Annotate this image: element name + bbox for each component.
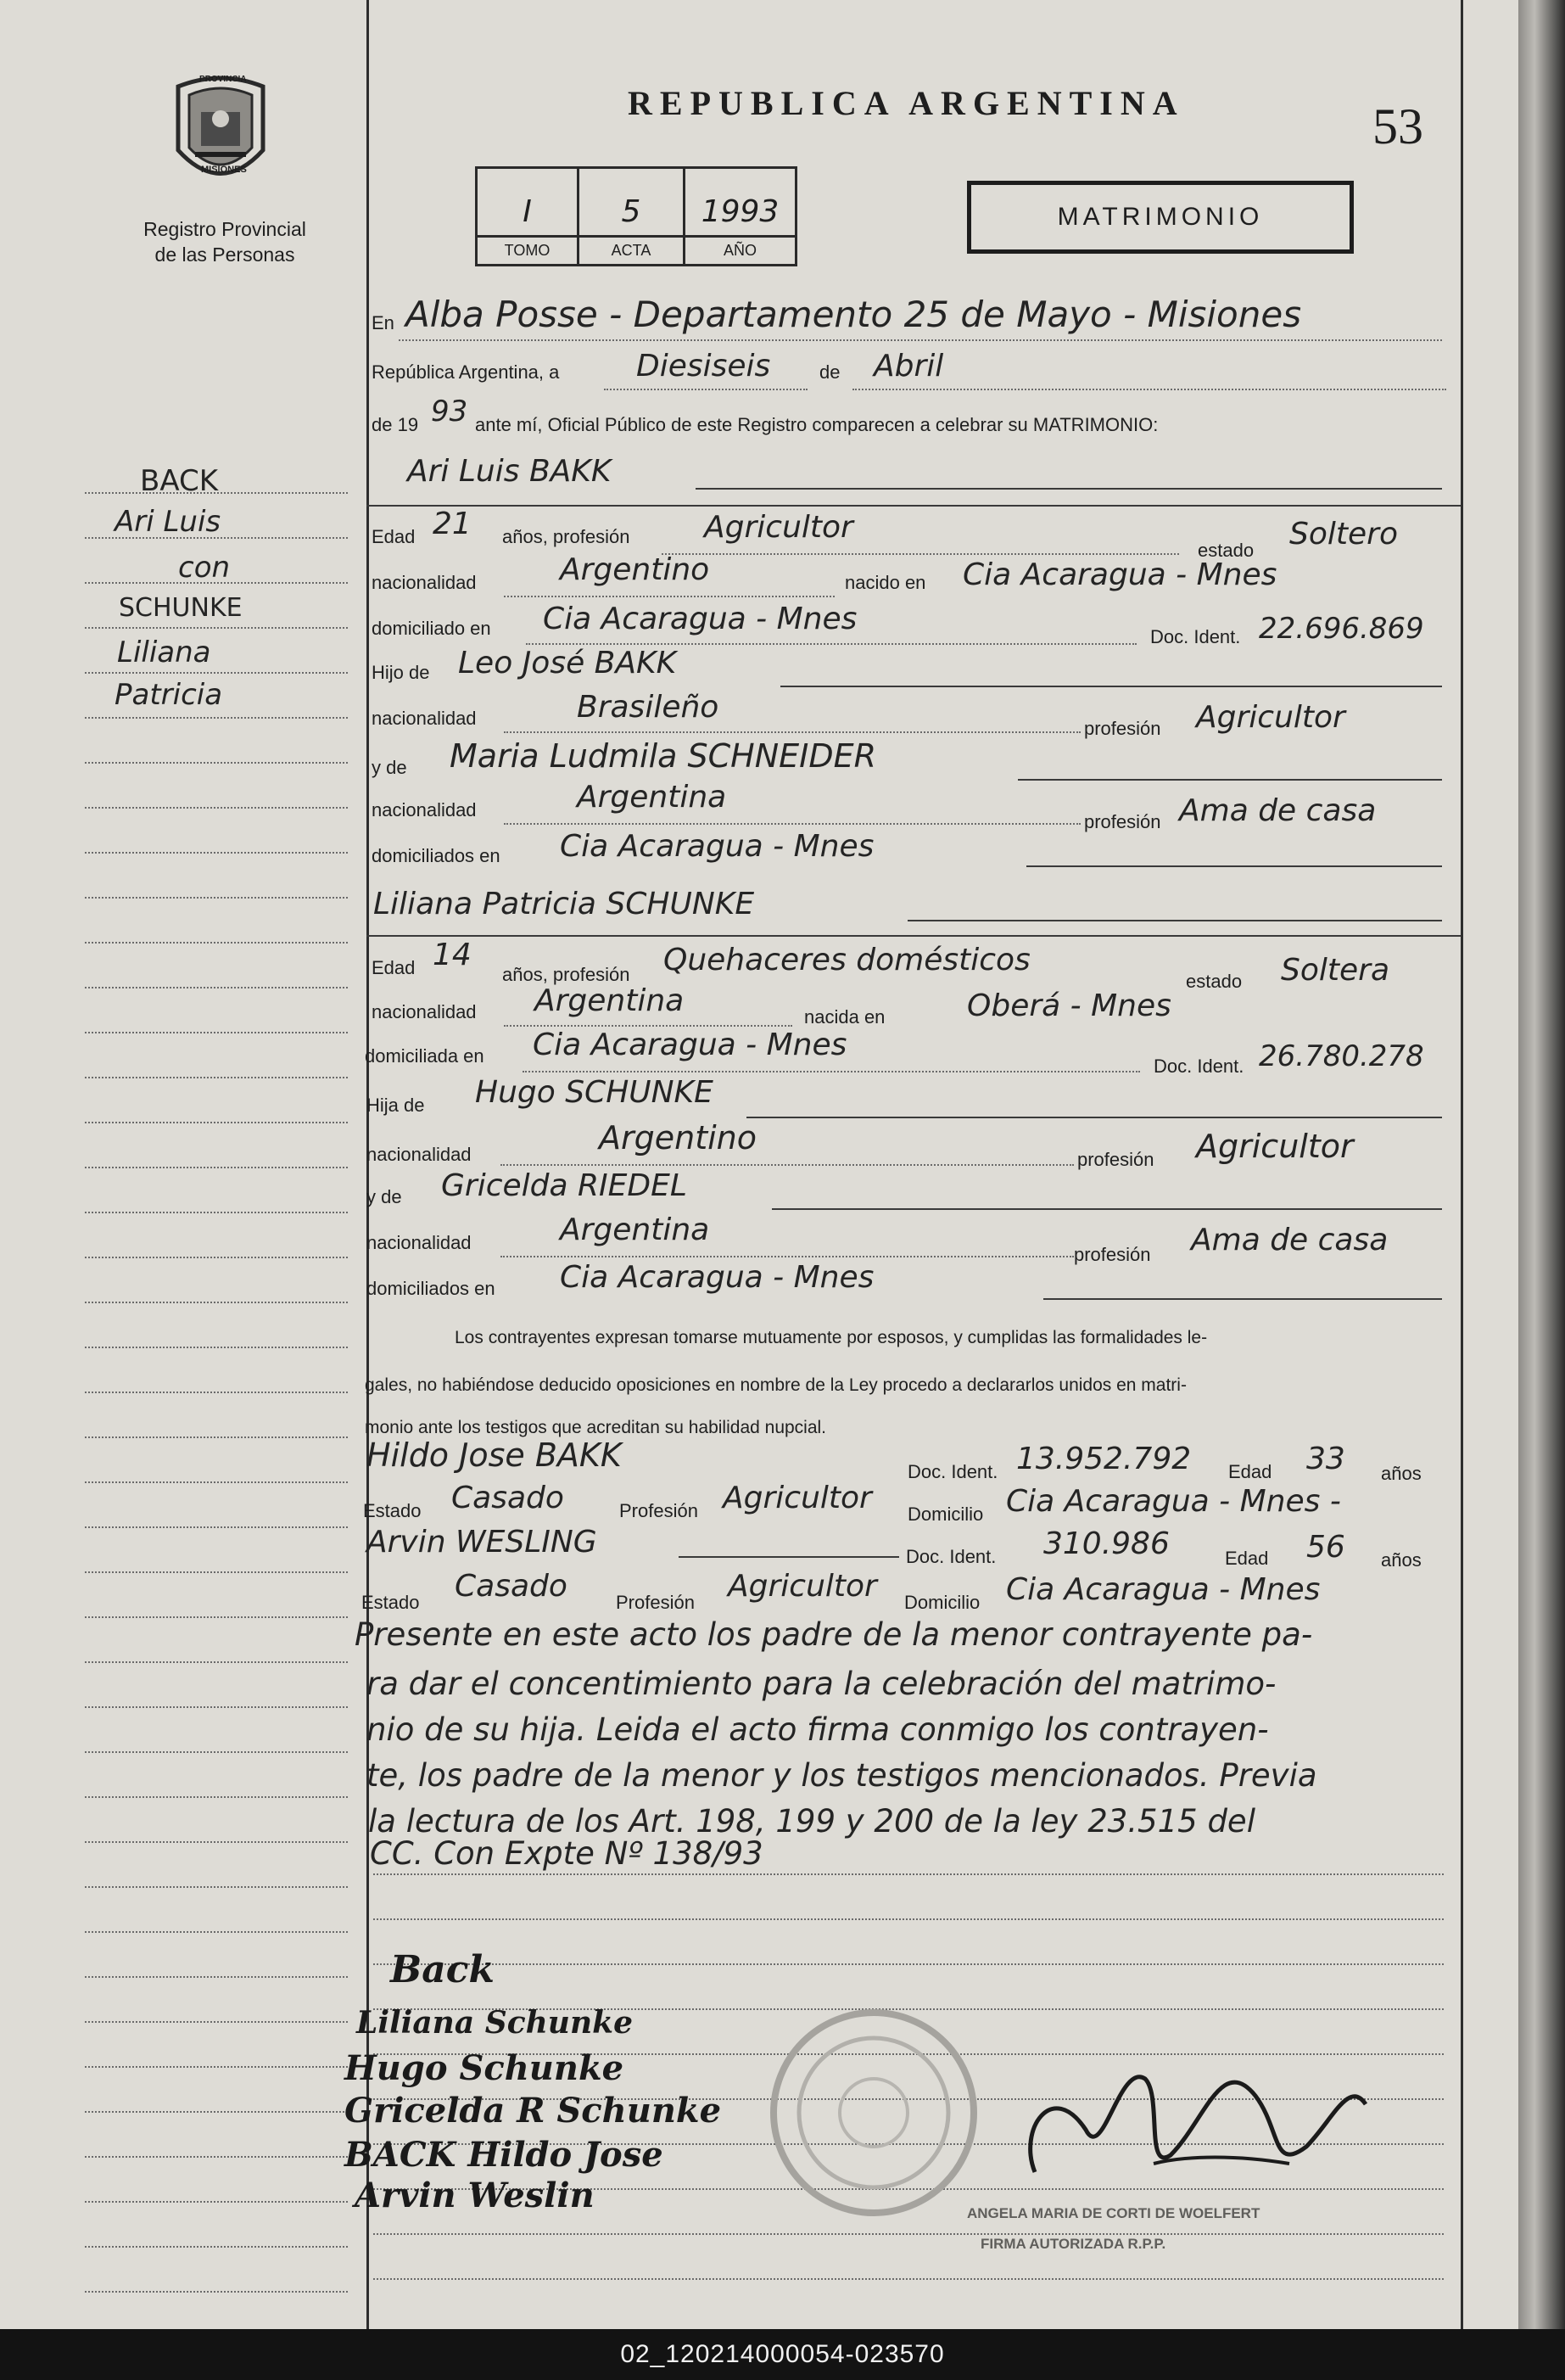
margin-note-line-2: Ari Luis	[115, 505, 221, 539]
signature-5: BACK Hildo Jose	[344, 2135, 663, 2175]
witness2-doc-label: Doc. Ident.	[906, 1546, 997, 1567]
bride-father-nat-line	[500, 1164, 1074, 1166]
officer-stamp-line-2: FIRMA AUTORIZADA R.P.P.	[981, 2236, 1166, 2252]
bride-edad-label: Edad	[372, 957, 416, 978]
divider-2	[366, 935, 1461, 937]
file-id-footer: 02_120214000054-023570	[0, 2329, 1565, 2380]
bride-father: Hugo SCHUNKE	[475, 1075, 713, 1110]
groom-father: Leo José BAKK	[458, 646, 677, 680]
province-seal-icon	[165, 70, 276, 197]
groom-father-profession: Agricultor	[1196, 700, 1345, 735]
margin-ruled-line	[85, 1167, 348, 1168]
officer-stamp-line-1: ANGELA MARIA DE CORTI DE WOELFERT	[967, 2205, 1260, 2221]
witness1-edad-label: Edad	[1228, 1461, 1272, 1482]
margin-note-line-6: Patricia	[115, 678, 223, 712]
groom-parents-dom-line	[1026, 865, 1442, 867]
bride-father-prof-label: profesión	[1077, 1149, 1154, 1170]
bride-nationality: Argentina	[534, 983, 685, 1018]
bride-age: 14	[433, 938, 472, 972]
groom-father-line	[780, 686, 1442, 687]
place-line	[399, 339, 1442, 341]
registry-seal-stamp-icon	[763, 2002, 984, 2223]
seal-top-text: PROVINCIA	[199, 75, 247, 84]
margin-ruled-line	[85, 1526, 348, 1528]
margin-ruled-line	[85, 672, 348, 674]
signature-2: Liliana Schunke	[356, 2005, 633, 2041]
groom-doc: 22.696.869	[1259, 612, 1424, 646]
record-type-box: MATRIMONIO	[967, 181, 1354, 254]
margin-ruled-line	[85, 1571, 348, 1573]
acta-label: ACTA	[579, 235, 683, 264]
witness2-doc: 310.986	[1043, 1526, 1170, 1561]
margin-ruled-line	[85, 807, 348, 809]
bride-yde-label: y de	[366, 1186, 402, 1207]
margin-ruled-line	[85, 1077, 348, 1078]
margin-ruled-line	[85, 717, 348, 719]
bride-father-nac-label: nacionalidad	[366, 1144, 472, 1165]
de-label: de	[819, 361, 841, 383]
bride-doc-label: Doc. Ident.	[1154, 1056, 1244, 1077]
bride-estado: Soltera	[1281, 953, 1390, 988]
margin-ruled-line	[85, 627, 348, 629]
acta-value: 5	[621, 194, 641, 229]
groom-mother-nationality: Argentina	[577, 780, 727, 815]
witness1-profesion-label: Profesión	[619, 1500, 698, 1521]
country-heading: REPUBLICA ARGENTINA	[628, 84, 1185, 122]
bride-name-heading: Liliana Patricia SCHUNKE	[373, 887, 755, 921]
witness1-domicile: Cia Acaragua - Mnes -	[1006, 1484, 1341, 1519]
tomo-label: TOMO	[478, 235, 577, 264]
witness1-doc: 13.952.792	[1016, 1442, 1192, 1476]
month-line	[852, 389, 1446, 390]
witness2-anos-label: años	[1381, 1549, 1422, 1571]
republica-label: República Argentina, a	[372, 361, 560, 383]
day-line	[604, 389, 808, 390]
margin-ruled-line	[85, 1931, 348, 1933]
margin-ruled-line	[85, 2156, 348, 2158]
body-ruled-line	[373, 2278, 1444, 2280]
margin-ruled-line	[85, 2066, 348, 2068]
bride-birthplace: Oberá - Mnes	[967, 988, 1171, 1023]
groom-father-nac-label: nacionalidad	[372, 708, 477, 729]
bride-father-line	[746, 1117, 1442, 1118]
witness2-estado-label: Estado	[361, 1592, 420, 1613]
observation-line-1: Presente en este acto los padre de la menor contrayente pa-	[355, 1616, 1313, 1653]
witness2-name-line	[679, 1556, 899, 1558]
margin-ruled-line	[85, 1257, 348, 1258]
groom-parents-dom-label: domiciliados en	[372, 845, 500, 866]
year-suffix: 93	[431, 395, 468, 428]
officer-signature-icon	[1001, 2028, 1383, 2198]
bride-profession: Quehaceres domésticos	[663, 943, 1031, 977]
bride-nacionalidad-label: nacionalidad	[372, 1001, 477, 1022]
bride-mother-prof-label: profesión	[1074, 1244, 1151, 1265]
registry-line-1: Registro Provincial	[143, 218, 306, 240]
registry-name	[110, 216, 339, 267]
day-value: Diesiseis	[636, 349, 771, 384]
margin-ruled-line	[85, 762, 348, 764]
groom-doc-label: Doc. Ident.	[1150, 626, 1241, 647]
bride-father-profession: Agricultor	[1196, 1128, 1354, 1165]
bride-mother: Gricelda RIEDEL	[441, 1168, 687, 1203]
observation-line-2: ra dar el concentimiento para la celebración del matrimo-	[366, 1666, 1277, 1702]
groom-nacido-label: nacido en	[845, 572, 926, 593]
margin-ruled-line	[85, 942, 348, 944]
statement-text: ante mí, Oficial Público de este Registro comparecen a celebrar su MATRIMONIO:	[475, 414, 1159, 435]
registry-line-2: de las Personas	[154, 244, 295, 266]
margin-ruled-line	[85, 1436, 348, 1438]
body-ruled-line	[373, 1873, 1444, 1875]
witness2-name: Arvin WESLING	[366, 1525, 597, 1560]
margin-ruled-line	[85, 1392, 348, 1393]
groom-profesion-label: años, profesión	[502, 526, 630, 547]
margin-ruled-line	[85, 987, 348, 988]
witness2-profession: Agricultor	[728, 1569, 877, 1604]
groom-name-line	[696, 488, 1442, 490]
groom-nationality-line	[504, 596, 835, 597]
observation-line-3: nio de su hija. Leida el acto firma conmigo los contrayen-	[366, 1711, 1269, 1748]
margin-ruled-line	[85, 1976, 348, 1978]
bride-parents-dom-line	[1043, 1298, 1442, 1300]
margin-ruled-line	[85, 2201, 348, 2203]
margin-ruled-line	[85, 1481, 348, 1483]
declaration-line-2: gales, no habiéndose deducido oposiciones en nombre de la Ley procedo a declararlos unidos en matri-	[365, 1375, 1187, 1395]
groom-parents-domicile: Cia Acaragua - Mnes	[560, 829, 875, 864]
bride-parents-domicile: Cia Acaragua - Mnes	[560, 1260, 875, 1295]
bride-domicile: Cia Acaragua - Mnes	[533, 1028, 847, 1062]
bride-mother-nationality: Argentina	[560, 1212, 710, 1247]
margin-ruled-line	[85, 1032, 348, 1033]
margin-note-line-5: Liliana	[117, 636, 211, 669]
bride-profesion-label: años, profesión	[502, 964, 630, 985]
month-value: Abril	[874, 349, 944, 384]
margin-ruled-line	[85, 1751, 348, 1753]
ano-cell	[685, 169, 795, 264]
en-label: En	[372, 312, 394, 333]
margin-ruled-line	[85, 1706, 348, 1708]
witness2-domicilio-label: Domicilio	[904, 1592, 981, 1613]
volume-record-box	[475, 166, 797, 266]
witness2-domicile: Cia Acaragua - Mnes	[1006, 1572, 1321, 1607]
page-edge-shadow	[1518, 0, 1565, 2329]
margin-ruled-line	[85, 1212, 348, 1213]
seal-bottom-text: MISIONES	[201, 165, 247, 175]
signature-6: Arvin Weslin	[355, 2176, 595, 2215]
witness1-estado: Casado	[451, 1481, 564, 1515]
groom-yde-label: y de	[372, 757, 407, 778]
margin-ruled-line	[85, 1616, 348, 1618]
margin-ruled-line	[85, 1661, 348, 1663]
bride-hija-label: Hija de	[366, 1095, 425, 1116]
groom-father-nationality: Brasileño	[577, 690, 719, 725]
margin-ruled-line	[85, 1302, 348, 1303]
groom-profession: Agricultor	[704, 510, 853, 545]
margin-ruled-line	[85, 2246, 348, 2248]
margin-ruled-line	[85, 2111, 348, 2113]
divider-1	[366, 505, 1461, 507]
margin-ruled-line	[85, 1841, 348, 1843]
groom-nacionalidad-label: nacionalidad	[372, 572, 477, 593]
place-value: Alba Posse - Departamento 25 de Mayo - Misiones	[405, 294, 1302, 335]
bride-mother-nac-label: nacionalidad	[366, 1232, 472, 1253]
groom-domicile: Cia Acaragua - Mnes	[543, 602, 858, 636]
body-ruled-line	[373, 1918, 1444, 1920]
groom-domicilio-label: domiciliado en	[372, 618, 491, 639]
witness2-estado: Casado	[455, 1569, 567, 1604]
right-column-rule	[1461, 0, 1463, 2329]
margin-ruled-line	[85, 852, 348, 854]
margin-ruled-line	[85, 1886, 348, 1888]
bride-estado-label: estado	[1186, 971, 1243, 992]
observation-line-4: te, los padre de la menor y los testigos mencionados. Previa	[366, 1757, 1317, 1794]
groom-name-heading: Ari Luis BAKK	[407, 454, 612, 489]
groom-father-prof-label: profesión	[1084, 718, 1161, 739]
witness1-name: Hildo Jose BAKK	[366, 1436, 622, 1474]
declaration-line-3: monio ante los testigos que acreditan su habilidad nupcial.	[365, 1418, 827, 1437]
groom-mother-nac-label: nacionalidad	[372, 799, 477, 820]
margin-ruled-line	[85, 2291, 348, 2293]
groom-estado: Soltero	[1289, 517, 1398, 552]
page-number: 53	[1372, 98, 1423, 154]
witness1-profession: Agricultor	[723, 1481, 872, 1515]
margin-ruled-line	[85, 2021, 348, 2023]
margin-ruled-line	[85, 1347, 348, 1348]
witness1-anos-label: años	[1381, 1463, 1422, 1484]
bride-mother-profession: Ama de casa	[1191, 1223, 1389, 1257]
witness1-domicilio-label: Domicilio	[908, 1504, 984, 1525]
witness1-estado-label: Estado	[363, 1500, 422, 1521]
groom-father-nat-line	[504, 731, 1081, 733]
margin-ruled-line	[85, 1122, 348, 1123]
signature-3: Hugo Schunke	[344, 2048, 624, 2088]
tomo-value: I	[523, 194, 532, 229]
bride-nacida-label: nacida en	[804, 1006, 886, 1028]
groom-edad-label: Edad	[372, 526, 416, 547]
groom-hijo-label: Hijo de	[372, 662, 430, 683]
bride-domicilio-label: domiciliada en	[365, 1045, 484, 1067]
groom-mother-profession: Ama de casa	[1179, 793, 1377, 828]
margin-ruled-line	[85, 1796, 348, 1798]
groom-mother-prof-label: profesión	[1084, 811, 1161, 832]
body-ruled-line	[373, 1963, 1444, 1965]
witness1-age: 33	[1306, 1442, 1345, 1476]
bride-father-nationality: Argentino	[599, 1119, 757, 1156]
groom-mother-line	[1018, 779, 1442, 781]
groom-mother: Maria Ludmila SCHNEIDER	[450, 737, 877, 775]
margin-note-line-4: SCHUNKE	[119, 593, 243, 623]
witness1-doc-label: Doc. Ident.	[908, 1461, 998, 1482]
ano-value: 1993	[701, 194, 780, 229]
observation-line-6: CC. Con Expte Nº 138/93	[370, 1835, 763, 1872]
tomo-cell	[478, 169, 579, 264]
margin-ruled-line	[85, 897, 348, 899]
body-ruled-line	[373, 2233, 1444, 2235]
witness2-profesion-label: Profesión	[616, 1592, 695, 1613]
groom-domicile-line	[526, 643, 1137, 645]
groom-mother-nat-line	[504, 823, 1081, 825]
groom-nationality: Argentino	[560, 552, 710, 587]
witness2-age: 56	[1306, 1530, 1345, 1565]
bride-name-line	[908, 920, 1442, 921]
signature-1: Back	[390, 1948, 495, 1991]
groom-age: 21	[433, 507, 472, 541]
bride-mother-nat-line	[500, 1256, 1074, 1257]
groom-estado-label: estado	[1198, 540, 1255, 561]
witness2-edad-label: Edad	[1225, 1548, 1269, 1569]
bride-nationality-line	[504, 1025, 792, 1027]
margin-note-line-1: BACK	[140, 464, 219, 498]
declaration-line-1: Los contrayentes expresan tomarse mutuamente por esposos, y cumplidas las formalidades le-	[455, 1328, 1208, 1347]
groom-profession-line	[662, 553, 1179, 555]
bride-mother-line	[772, 1208, 1442, 1210]
bride-parents-dom-label: domiciliados en	[366, 1278, 495, 1299]
year-prefix: de 19	[372, 414, 419, 435]
bride-doc: 26.780.278	[1259, 1039, 1424, 1073]
groom-birthplace: Cia Acaragua - Mnes	[963, 557, 1277, 592]
margin-note-line-3: con	[178, 551, 231, 585]
acta-cell	[579, 169, 685, 264]
bride-domicile-line	[523, 1071, 1140, 1072]
ano-label: AÑO	[685, 235, 795, 264]
observation-line-5: la lectura de los Art. 198, 199 y 200 de la ley 23.515 del	[368, 1803, 1255, 1840]
signature-4: Gricelda R Schunke	[344, 2091, 722, 2131]
